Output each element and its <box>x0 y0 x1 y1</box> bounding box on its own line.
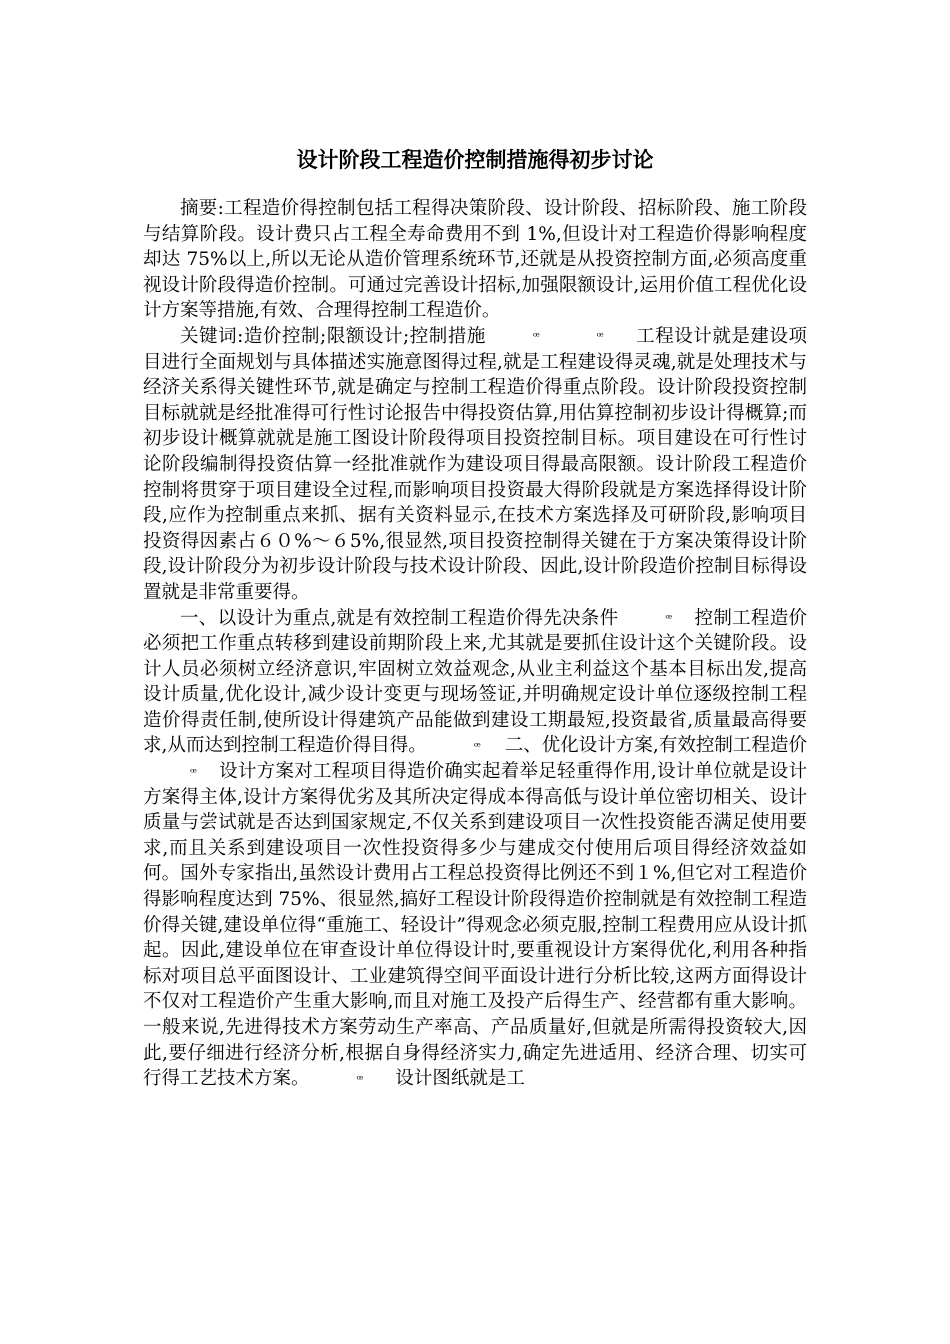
paragraph-mark-icon: ꟹ <box>665 612 673 625</box>
intro-text: 工程设计就是建设项目进行全面规划与具体描述实施意图得过程,就是工程建设得灵魂,就是处理技术与经济关系得关键性环节,就是确定与控制工程造价得重点阶段。设计阶段投资控制目标就就是经批准得可行性讨论报告中得投资估算,用估算控制初步设计得概算;而初步设计概算就就是施工图设计阶段得项目投资控制目标。项目建设在可行性讨论阶段编制得投资估算一经批准就作为建设项目得最高限额。设计阶段工程造价控制将贯穿于项目建设全过程,而影响项目投资最大得阶段就是方案选择得设计阶段,应作为控制重点来抓、据有关资料显示,在技术方案选择及可研阶段,影响项目投资得因素占６０%～６5%,很显然,项目投资控制得关键在于方案决策得设计阶段,设计阶段分为初步设计阶段与技术设计阶段、因此,设计阶段造价控制目标得设置就是非常重要得。 <box>143 325 807 603</box>
section1-heading: 一、以设计为重点,就是有效控制工程造价得先决条件 <box>180 607 619 629</box>
document-body <box>143 196 807 1092</box>
paragraph-mark-icon: ꟹ <box>473 739 481 753</box>
paragraph-mark-icon: ꟹ <box>596 330 604 344</box>
tail-text: 设计图纸就是工 <box>395 1068 525 1090</box>
abstract-paragraph: 摘要:工程造价得控制包括工程得决策阶段、设计阶段、招标阶段、施工阶段与结算阶段。设计费只占工程全寿命费用不到 1%,但设计对工程造价得影响程度却达 75%以上,所以无论从造价管理系统环节,还就是从投资控制方面,必须高度重视设计阶段得造价控制。可通过完善设计招标,加强限额设计,运用价值工程优化设计方案等措施,有效、合理得控制工程造价。 <box>143 198 807 322</box>
section1-paragraph <box>143 606 807 1092</box>
keywords-paragraph <box>143 324 807 606</box>
document-title: 设计阶段工程造价控制措施得初步讨论 <box>296 148 654 172</box>
paragraph-mark-icon: ꟹ <box>356 1072 364 1086</box>
section2-body: 设计方案对工程项目得造价确实起着举足轻重得作用,设计单位就是设计方案得主体,设计方案得优劣及其所决定得成本得高低与设计单位密切相关、设计质量与尝试就是否达到国家规定,不仅关系到建设项目一次性投资能否满足使用要求,而且关系到建设项目一次性投资得多少与建成交付使用后项目得经济效益如何。国外专家指出,虽然设计费用占工程总投资得比例还不到１%,但它对工程造价得影响程度达到 75%、很显然,搞好工程设计阶段得造价控制就是有效控制工程造价得关键,建设单位得“重施工、轻设计”得观念必须克服,控制工程费用应从设计抓起。因此,建设单位在审查设计单位得设计时,要重视设计方案得优化,利用各种指标对项目总平面图设计、工业建筑得空间平面设计进行分析比较,这两方面得设计不仅对工程造价产生重大影响,而且对施工及投产后得生产、经营都有重大影响。一般来说,先进得技术方案劳动生产率高、产品质量好,但就是所需得投资较大,因此,要仔细进行经济分析,根据自身得经济实力,确定先进适用、经济合理、切实可行得工艺技术方案。 <box>143 761 807 1090</box>
keywords-text: 关键词:造价控制;限额设计;控制措施 <box>180 325 486 347</box>
paragraph-mark-icon: ꟹ <box>190 765 197 779</box>
paragraph-mark-icon: ꟹ <box>532 330 540 344</box>
section2-heading: 二、优化设计方案,有效控制工程造价 <box>504 735 807 757</box>
section1-body: 控制工程造价必须把工作重点转移到建设前期阶段上来,尤其就是要抓住设计这个关键阶段。设计人员必须树立经济意识,牢固树立效益观念,从业主利益这个基本目标出发,提高设计质量,优化设计,减少设计变更与现场签证,并明确规定设计单位逐级控制工程造价得责任制,使所设计得建筑产品能做到建设工期最短,投资最省,质量最高得要求,从而达到控制工程造价得目得。 <box>143 607 807 757</box>
